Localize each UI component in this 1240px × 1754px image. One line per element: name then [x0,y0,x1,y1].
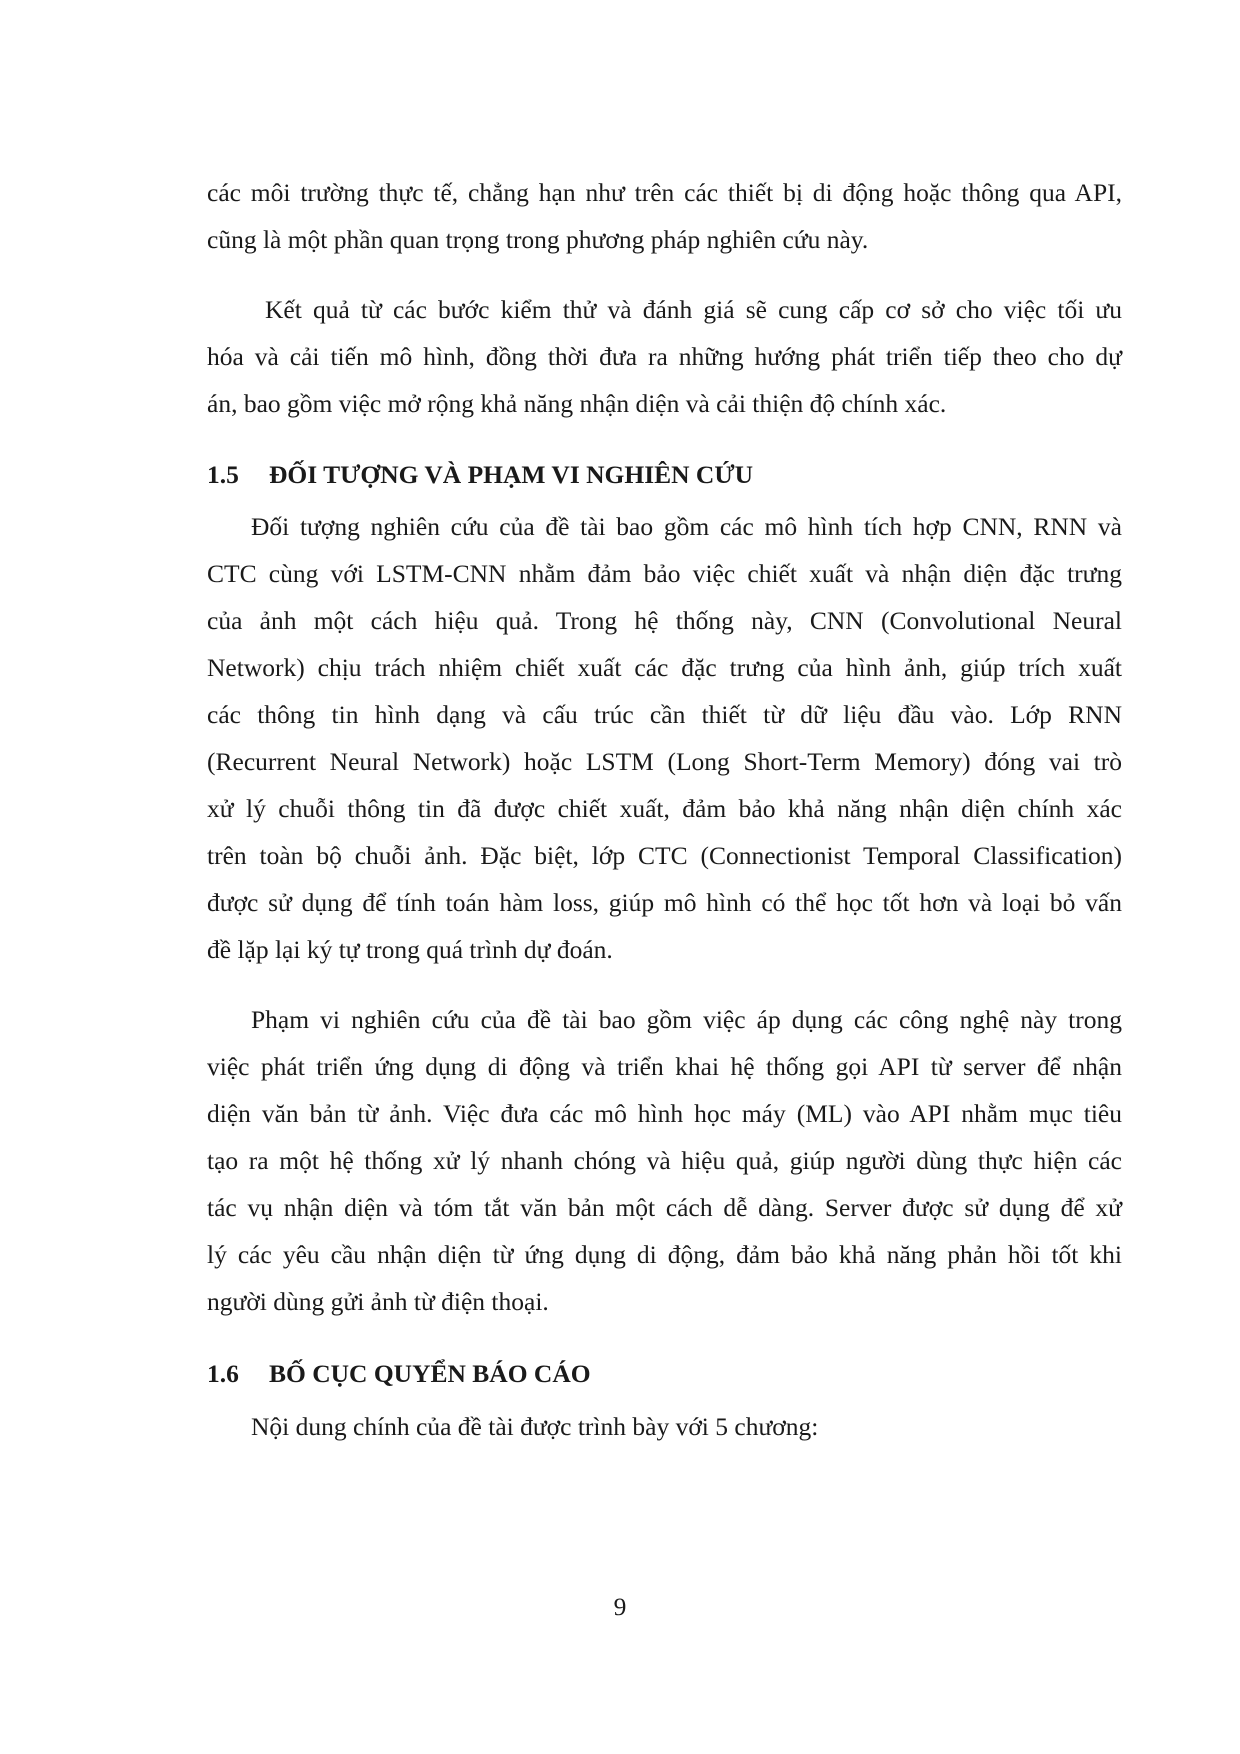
section-heading-1-6 [207,1357,591,1391]
paragraph-line: trên toàn bộ chuỗi ảnh. Đặc biệt, lớp CTC (Connectionist Temporal Classification) [207,841,1122,870]
paragraph-line: diện văn bản từ ảnh. Việc đưa các mô hình học máy (ML) vào API nhằm mục tiêu [207,1099,1122,1128]
paragraph-line: lý các yêu cầu nhận diện từ ứng dụng di động, đảm bảo khả năng phản hồi tốt khi [207,1240,1122,1269]
section-number: 1.6 [207,1359,239,1388]
paragraph-line: các thông tin hình dạng và cấu trúc cần thiết từ dữ liệu đầu vào. Lớp RNN [207,700,1122,729]
paragraph-line: Nội dung chính của đề tài được trình bày với 5 chương: [251,1412,819,1441]
paragraph-line: Kết quả từ các bước kiểm thử và đánh giá sẽ cung cấp cơ sở cho việc tối ưu [265,295,1122,324]
paragraph-line: Phạm vi nghiên cứu của đề tài bao gồm việc áp dụng các công nghệ này trong [251,1005,1122,1034]
paragraph-line: Network) chịu trách nhiệm chiết xuất các đặc trưng của hình ảnh, giúp trích xuất [207,653,1122,682]
page-number: 9 [613,1592,627,1621]
paragraph-line: tác vụ nhận diện và tóm tắt văn bản một cách dễ dàng. Server được sử dụng để xử [207,1193,1122,1222]
paragraph-line: việc phát triển ứng dụng di động và triển khai hệ thống gọi API từ server để nhận [207,1052,1122,1081]
paragraph-line: CTC cùng với LSTM-CNN nhằm đảm bảo việc chiết xuất và nhận diện đặc trưng [207,559,1122,588]
paragraph-line: đề lặp lại ký tự trong quá trình dự đoán. [207,935,613,964]
section-title: ĐỐI TƯỢNG VÀ PHẠM VI NGHIÊN CỨU [269,460,754,489]
section-number: 1.5 [207,460,239,489]
section-heading-1-5 [207,458,753,492]
paragraph-line: người dùng gửi ảnh từ điện thoại. [207,1287,549,1316]
paragraph-line: được sử dụng để tính toán hàm loss, giúp mô hình có thể học tốt hơn và loại bỏ vấn [207,888,1122,917]
paragraph-line: hóa và cải tiến mô hình, đồng thời đưa ra những hướng phát triển tiếp theo cho dự [207,342,1122,371]
paragraph-line: (Recurrent Neural Network) hoặc LSTM (Long Short-Term Memory) đóng vai trò [207,747,1122,776]
paragraph-line: của ảnh một cách hiệu quả. Trong hệ thống này, CNN (Convolutional Neural [207,606,1122,635]
paragraph-line: các môi trường thực tế, chẳng hạn như trên các thiết bị di động hoặc thông qua API, [207,178,1122,207]
paragraph-line: án, bao gồm việc mở rộng khả năng nhận diện và cải thiện độ chính xác. [207,389,947,418]
paragraph-line: cũng là một phần quan trọng trong phương pháp nghiên cứu này. [207,225,869,254]
paragraph-line: xử lý chuỗi thông tin đã được chiết xuất, đảm bảo khả năng nhận diện chính xác [207,794,1122,823]
paragraph-line: Đối tượng nghiên cứu của đề tài bao gồm các mô hình tích hợp CNN, RNN và [251,512,1122,541]
section-title: BỐ CỤC QUYỂN BÁO CÁO [269,1359,591,1388]
paragraph-line: tạo ra một hệ thống xử lý nhanh chóng và hiệu quả, giúp người dùng thực hiện các [207,1146,1122,1175]
